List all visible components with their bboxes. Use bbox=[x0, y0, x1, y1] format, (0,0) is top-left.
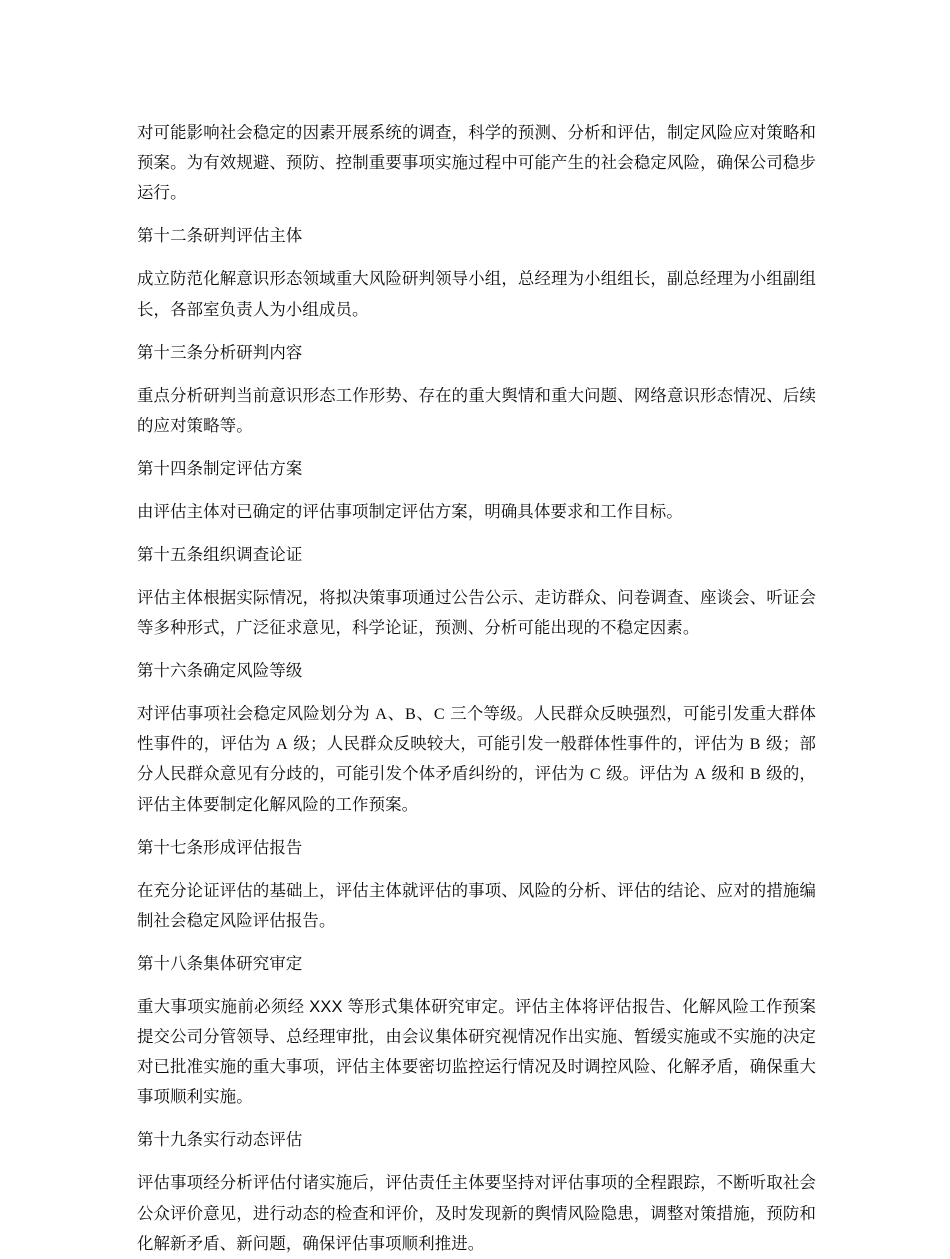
paragraph-article-16-body bbox=[137, 699, 816, 820]
heading-article-13: 第十三条分析研判内容 bbox=[137, 343, 303, 362]
latin-letter: A bbox=[276, 735, 288, 754]
heading-article-16: 第十六条确定风险等级 bbox=[137, 662, 303, 681]
latin-letter: A bbox=[694, 765, 707, 784]
text-run: 对评估事项社会稳定风险划分为 bbox=[137, 705, 375, 724]
heading-article-17: 第十七条形成评估报告 bbox=[137, 838, 303, 857]
heading-article-19: 第十九条实行动态评估 bbox=[137, 1131, 303, 1150]
text-run: 等形式集体研究审定。评估主体将评估报告、化解风险工作预案提交公司分管领导、总经理审批，由会议集体研究视情况作出实施、暂缓实施或不实施的决定对已批准实施的重大事项，评估主体要密切监控运行情况及时调控风险、化解矛盾，确保重大事项顺利实施。 bbox=[137, 997, 816, 1107]
paragraph-article-17-body: 在充分论证评估的基础上，评估主体就评估的事项、风险的分析、评估的结论、应对的措施编制社会稳定风险评估报告。 bbox=[137, 881, 816, 930]
paragraph-article-14-body: 由评估主体对已确定的评估事项制定评估方案，明确具体要求和工作目标。 bbox=[137, 502, 683, 521]
paragraph-article-18-body bbox=[137, 992, 816, 1113]
text-run: 级；部分人民群众意见有分歧的，可能引发个体矛盾纠纷的，评估为 bbox=[137, 735, 817, 784]
text-run: 、 bbox=[416, 705, 434, 724]
latin-letter: C bbox=[589, 765, 601, 784]
latin-letter: A bbox=[375, 705, 388, 724]
latin-letter: B bbox=[750, 765, 761, 784]
latin-letter: B bbox=[749, 735, 761, 754]
text-run: 、 bbox=[387, 705, 405, 724]
heading-article-12: 第十二条研判评估主体 bbox=[137, 227, 303, 246]
paragraph-article-19-body: 评估事项经分析评估付诸实施后，评估责任主体要坚持对评估事项的全程跟踪，不断听取社会公众评价意见，进行动态的检查和评价，及时发现新的舆情风险隐患，调整对策措施，预防和化解新矛盾、新问题，确保评估事项顺利推进。 bbox=[137, 1174, 816, 1253]
paragraph-article-13-body: 重点分析研判当前意识形态工作形势、存在的重大舆情和重大问题、网络意识形态情况、后续的应对策略等。 bbox=[137, 386, 816, 435]
text-run: 重大事项实施前必须经 bbox=[137, 997, 310, 1016]
heading-article-18: 第十八条集体研究审定 bbox=[137, 954, 303, 973]
placeholder-token: XXX bbox=[309, 997, 343, 1016]
heading-article-14: 第十四条制定评估方案 bbox=[137, 459, 303, 478]
text-run: 级的，评估主体要制定化解风险的工作预案。 bbox=[137, 765, 816, 814]
text-run: 级和 bbox=[706, 765, 750, 784]
paragraph-article-12-body: 成立防范化解意识形态领域重大风险研判领导小组，总经理为小组组长，副总经理为小组副组长，各部室负责人为小组成员。 bbox=[137, 270, 816, 319]
text-run: 三个等级。人民群众反映强烈，可能引发重大群体性事件的，评估为 bbox=[137, 705, 817, 754]
latin-letter: B bbox=[405, 705, 416, 724]
paragraph-intro-risk-investigation: 对可能影响社会稳定的因素开展系统的调查，科学的预测、分析和评估，制定风险应对策略和预案。为有效规避、预防、控制重要事项实施过程中可能产生的社会稳定风险，确保公司稳步运行。 bbox=[137, 124, 816, 203]
paragraph-article-15-body: 评估主体根据实际情况，将拟决策事项通过公告公示、走访群众、问卷调查、座谈会、听证会等多种形式，广泛征求意见，科学论证，预测、分析可能出现的不稳定因素。 bbox=[137, 588, 816, 638]
text-run: 级；人民群众反映较大，可能引发一般群体性事件的，评估为 bbox=[288, 735, 750, 754]
text-run: 级。评估为 bbox=[601, 765, 694, 784]
heading-article-15: 第十五条组织调查论证 bbox=[137, 545, 303, 564]
latin-letter: C bbox=[433, 705, 445, 724]
document-text-body bbox=[137, 118, 816, 1259]
